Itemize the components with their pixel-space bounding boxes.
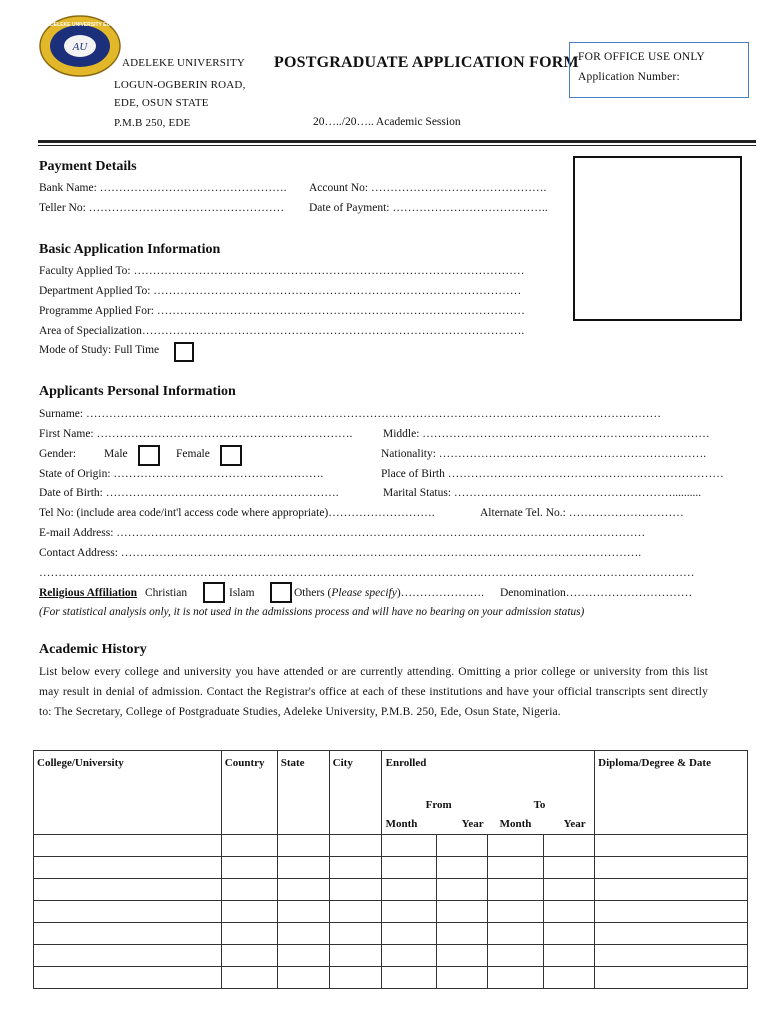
table-row[interactable] [34,967,748,989]
religious-affiliation-label: Religious Affiliation [39,587,138,599]
islam-label: Islam [229,587,255,599]
col-college: College/University [34,751,222,835]
male-checkbox[interactable] [138,445,160,466]
first-name-field[interactable]: First Name: …………………………………………………………. [39,428,353,440]
marital-status-field[interactable]: Marital Status: ………………………………………………….......... [383,487,702,499]
place-of-birth-field[interactable]: Place of Birth ……………………………………………………………… [381,468,724,480]
header-rule [38,140,756,143]
from-year-label: Year [461,818,484,830]
col-country: Country [221,751,277,835]
alternate-tel-field[interactable]: Alternate Tel. No.: ………………………… [480,507,684,519]
col-diploma: Diploma/Degree & Date [595,751,748,835]
please-specify-text: Please specify [331,587,397,599]
col-city: City [329,751,381,835]
contact-address-line-2[interactable]: ……………………………………………………………………………………………………………………………………………………… [39,567,695,579]
denomination-field[interactable]: Denomination…………………………… [500,587,693,599]
office-use-label: FOR OFFICE USE ONLY [578,51,705,63]
table-row[interactable] [34,879,748,901]
address-line-3: P.M.B 250, EDE [114,117,191,129]
personal-info-heading: Applicants Personal Information [39,384,236,399]
male-label: Male [104,448,128,460]
office-use-box [569,42,749,98]
academic-history-table [33,750,748,989]
from-month-label: Month [385,818,418,830]
tel-no-field[interactable]: Tel No: (include area code/int'l access code where appropriate)………………………. [39,507,435,519]
specialization-field[interactable]: Area of Specialization………………………………………………………………………………………. [39,325,525,337]
others-dots: )…………………. [396,587,485,599]
to-year-label: Year [563,818,586,830]
payment-heading: Payment Details [39,159,137,174]
account-no-field[interactable]: Account No: ………………………………………. [309,182,547,194]
faculty-field[interactable]: Faculty Applied To: ………………………………………………………………………………………… [39,265,525,277]
date-of-payment-field[interactable]: Date of Payment: ………………………………….. [309,202,548,214]
table-row[interactable] [34,835,748,857]
female-checkbox[interactable] [220,445,242,466]
bank-name-field[interactable]: Bank Name: …………………………………………. [39,182,287,194]
christian-checkbox[interactable] [203,582,225,603]
university-logo [38,14,122,78]
logo-text: ADELEKE UNIVERSITY EDE [46,22,114,28]
address-line-2: EDE, OSUN STATE [114,97,209,109]
others-field[interactable] [294,587,484,599]
to-label: To [533,799,546,811]
to-month-label: Month [499,818,532,830]
table-row[interactable] [34,901,748,923]
from-label: From [425,799,452,811]
state-of-origin-field[interactable]: State of Origin: ………………………………………………. [39,468,324,480]
female-label: Female [176,448,210,460]
university-name: ADELEKE UNIVERSITY [122,57,246,69]
gender-label: Gender: [39,448,77,460]
header-rule-thin [38,145,756,146]
middle-name-field[interactable]: Middle: ………………………………………………………………… [383,428,710,440]
application-number-label: Application Number: [578,71,680,83]
academic-session: 20…../20….. Academic Session [313,116,461,128]
form-title: POSTGRADUATE APPLICATION FORM [274,54,579,71]
table-row[interactable] [34,857,748,879]
address-line-1: LOGUN-OGBERIN ROAD, [114,79,246,91]
enrolled-label: Enrolled [385,757,427,769]
others-label: Others ( [294,587,332,599]
passport-photo-box [573,156,742,321]
islam-checkbox[interactable] [270,582,292,603]
email-field[interactable]: E-mail Address: ………………………………………………………………………………………………………………………… [39,527,646,539]
academic-history-heading: Academic History [39,642,147,657]
basic-info-heading: Basic Application Information [39,242,221,257]
date-of-birth-field[interactable]: Date of Birth: ……………………………………………………. [39,487,339,499]
table-row[interactable] [34,923,748,945]
statistical-note: (For statistical analysis only, it is not used in the admissions process and will have no bearing on your admission status) [39,606,585,618]
col-state: State [277,751,329,835]
teller-no-field[interactable]: Teller No: …………………………………………… [39,202,285,214]
surname-field[interactable]: Surname: …………………………………………………………………………………………………………………………………… [39,408,661,420]
christian-label: Christian [145,587,188,599]
nationality-field[interactable]: Nationality: ……………………………………………………………. [381,448,707,460]
contact-address-field[interactable]: Contact Address: ………………………………………………………………………………………………………………………. [39,547,642,559]
programme-field[interactable]: Programme Applied For: …………………………………………………………………………………… [39,305,525,317]
full-time-checkbox[interactable] [174,342,194,362]
col-enrolled [381,751,595,835]
department-field[interactable]: Department Applied To: …………………………………………………………………………………… [39,285,522,297]
svg-text:AU: AU [72,41,88,53]
mode-of-study-label: Mode of Study: Full Time [39,344,160,356]
table-row[interactable] [34,945,748,967]
academic-instructions: List below every college and university you have attended or are currently attending. Omitting a prior college or university from this list may result in denial of admission. Contact the Registrar's office at each of these institutions and have your official transcripts sent directly to: The Secretary, College of Postgraduate Studies, Adeleke University, P.M.B. 250, Ede, Osun State, Nigeria. [39,666,708,718]
